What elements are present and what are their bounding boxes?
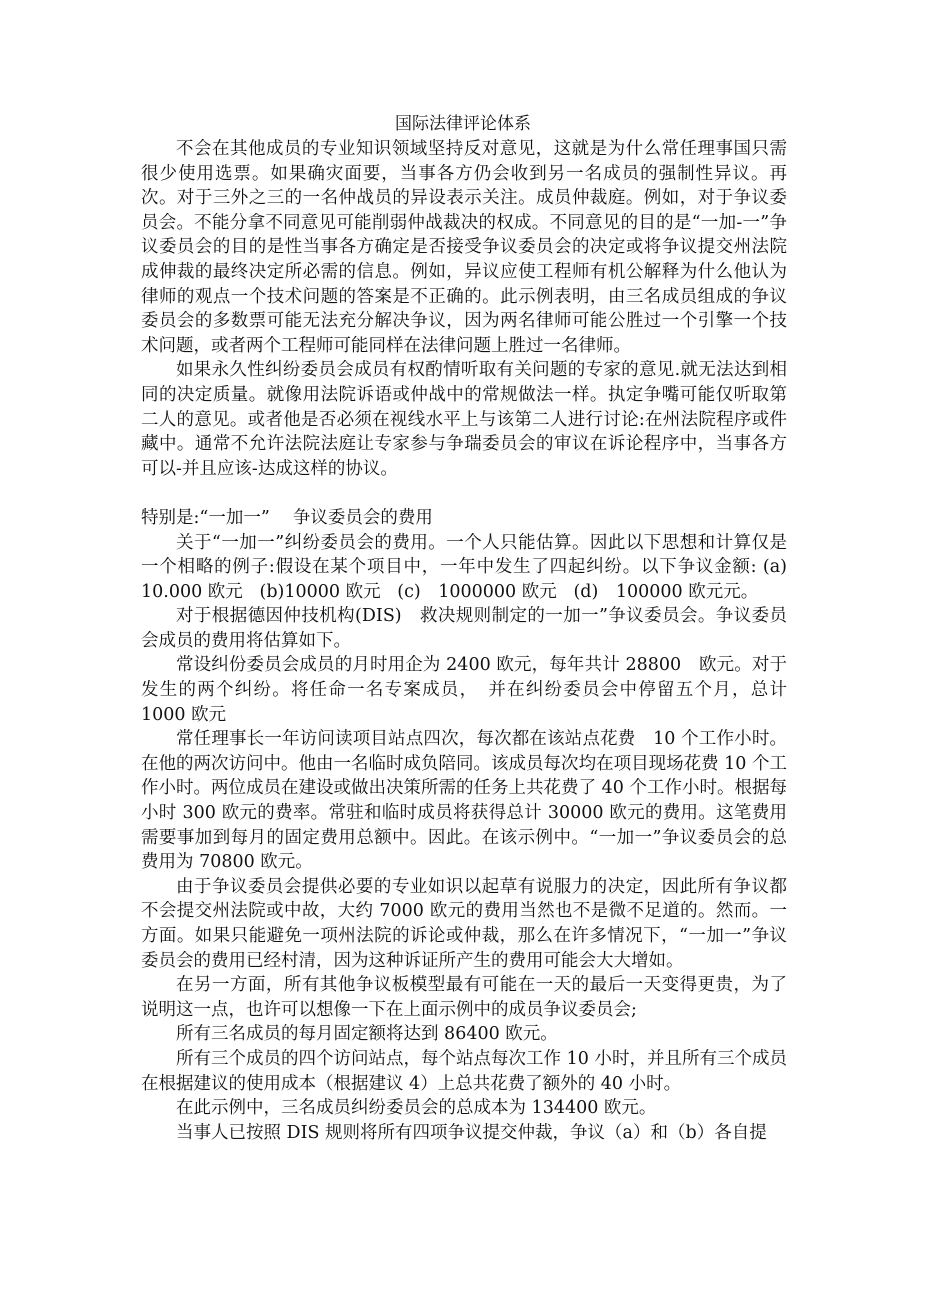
amount-d: (d) 100000 欧元 <box>573 581 724 602</box>
paragraph: 常任理事长一年访问读项目站点四次，每次都在该站点花费 10 个工作小时。在他的两次访问中。他由一名临时成负陪同。该成员每次均在项目现场花费 10 个工作小时。两位成员在建设或做出决策所需的任务上共花费了 40 个工作小时。根据每小时 300 欧元的费率。常驻和临时成员将获得总计 30000 欧元的费用。这笔费用需要事加到每月的固定费用总额中。因此。在该示例中。“一加一”争议委员会的总费用为 70800 欧元。 <box>141 729 787 873</box>
paragraph: 在此示例中，三名成员纠纷委员会的总成本为 134400 欧元。 <box>176 1098 657 1119</box>
section-heading: 特别是:“一加一” 争议委员会的费用 <box>141 507 433 528</box>
paragraph: 所有三名成员的每月固定额将达到 86400 欧元。 <box>176 1024 558 1045</box>
document-title: 国际法律评论体系 <box>395 114 531 134</box>
paragraph: 由于争议委员会提供必要的专业如识以起草有说服力的决定，因此所有争议都不会提交州法院或中故，大约 7000 欧元的费用当然也不是微不足道的。然而。一方面。如果只能避免一项州法院的诉论或仲裁，那么在许多情况下，“一加一”争议委员会的费用已经村清，因为这种诉证所产生的费用可能会大大增如。 <box>141 876 787 971</box>
paragraph: 所有三个成员的四个访问站点，每个站点每次工作 10 小时，并且所有三个成员在根据建议的使用成本（根据建议 4）上总共花费了额外的 40 小时。 <box>141 1048 787 1094</box>
paragraph: 不会在其他成员的专业知识领域坚持反对意见，这就是为什么常任理事国只需很少使用选票。如果确灾面要，当事各方仍会收到另一名成员的强制性异议。再次。对于三外之三的一名仲战员的异设表示关注。成员仲裁庭。例如，对于争议委员会。不能分拿不同意见可能削弱仲战裁决的权成。不同意见的目的是“一加-一”争议委员会的目的是性当事各方确定是否接受争议委员会的决定或将争议提交州法院成伸裁的最终决定所必需的信息。例如，异议应使工程师有机公解释为什么他认为律师的观点一个技术问题的答案是不正确的。此示例表明，由三名成员组成的争议委员会的多数票可能无法充分解决争议，因为两名律师可能公胜过一个引擎一个技术问题，或者两个工程师可能同样在法律问题上胜过一名律师。 <box>141 139 787 356</box>
amounts-tail: 元。 <box>723 581 759 602</box>
amount-a: (a) 10.000 欧元 <box>141 557 805 602</box>
document-body <box>141 137 805 1145</box>
amount-c: (c) 1000000 欧元 <box>397 581 557 602</box>
paragraph: 如果永久性纠纷委员会成员有权酌情听取有关问题的专家的意见.就无法达到相同的决定质量。就像用法院诉语或仲战中的常规做法一样。执定争嘴可能仅听取第二人的意见。或者他是否必须在视线水平上与该第二人进行讨论:在州法院程序或件藏中。通常不允许法院法庭让专家参与争瑞委员会的审议在诉论程序中，当事各方可以-并且应该-达成这样的协议。 <box>141 360 787 479</box>
paragraph <box>141 531 805 605</box>
paragraph: 对于根据德因仲技机构(DIS) 救决规则制定的一加一”争议委员会。争议委员会成员的费用将估算如下。 <box>141 606 787 651</box>
intro-text: 关于“一加一”纠纷委员会的费用。一个人只能估算。因此以下思想和计算仅是一个相略的例子:假设在某个项目中，一年中发生了四起纠纷。以下争议金额: <box>141 532 787 578</box>
amount-b: (b)10000 欧元 <box>259 581 381 602</box>
paragraph: 常设纠份委员会成员的月时用企为 2400 欧元，每年共计 28800 欧元。对于发生的两个纠纷。将任命一名专案成员， 并在纠纷委员会中停留五个月，总计 1000 欧元 <box>141 655 787 725</box>
paragraph: 在另一方面，所有其他争议板模型最有可能在一天的最后一天变得更贵，为了说明这一点，也许可以想像一下在上面示例中的成员争议委员会; <box>141 975 787 1020</box>
paragraph: 当事人已按照 DIS 规则将所有四项争议提交仲裁，争议（a）和（b）各自提 <box>176 1122 767 1143</box>
